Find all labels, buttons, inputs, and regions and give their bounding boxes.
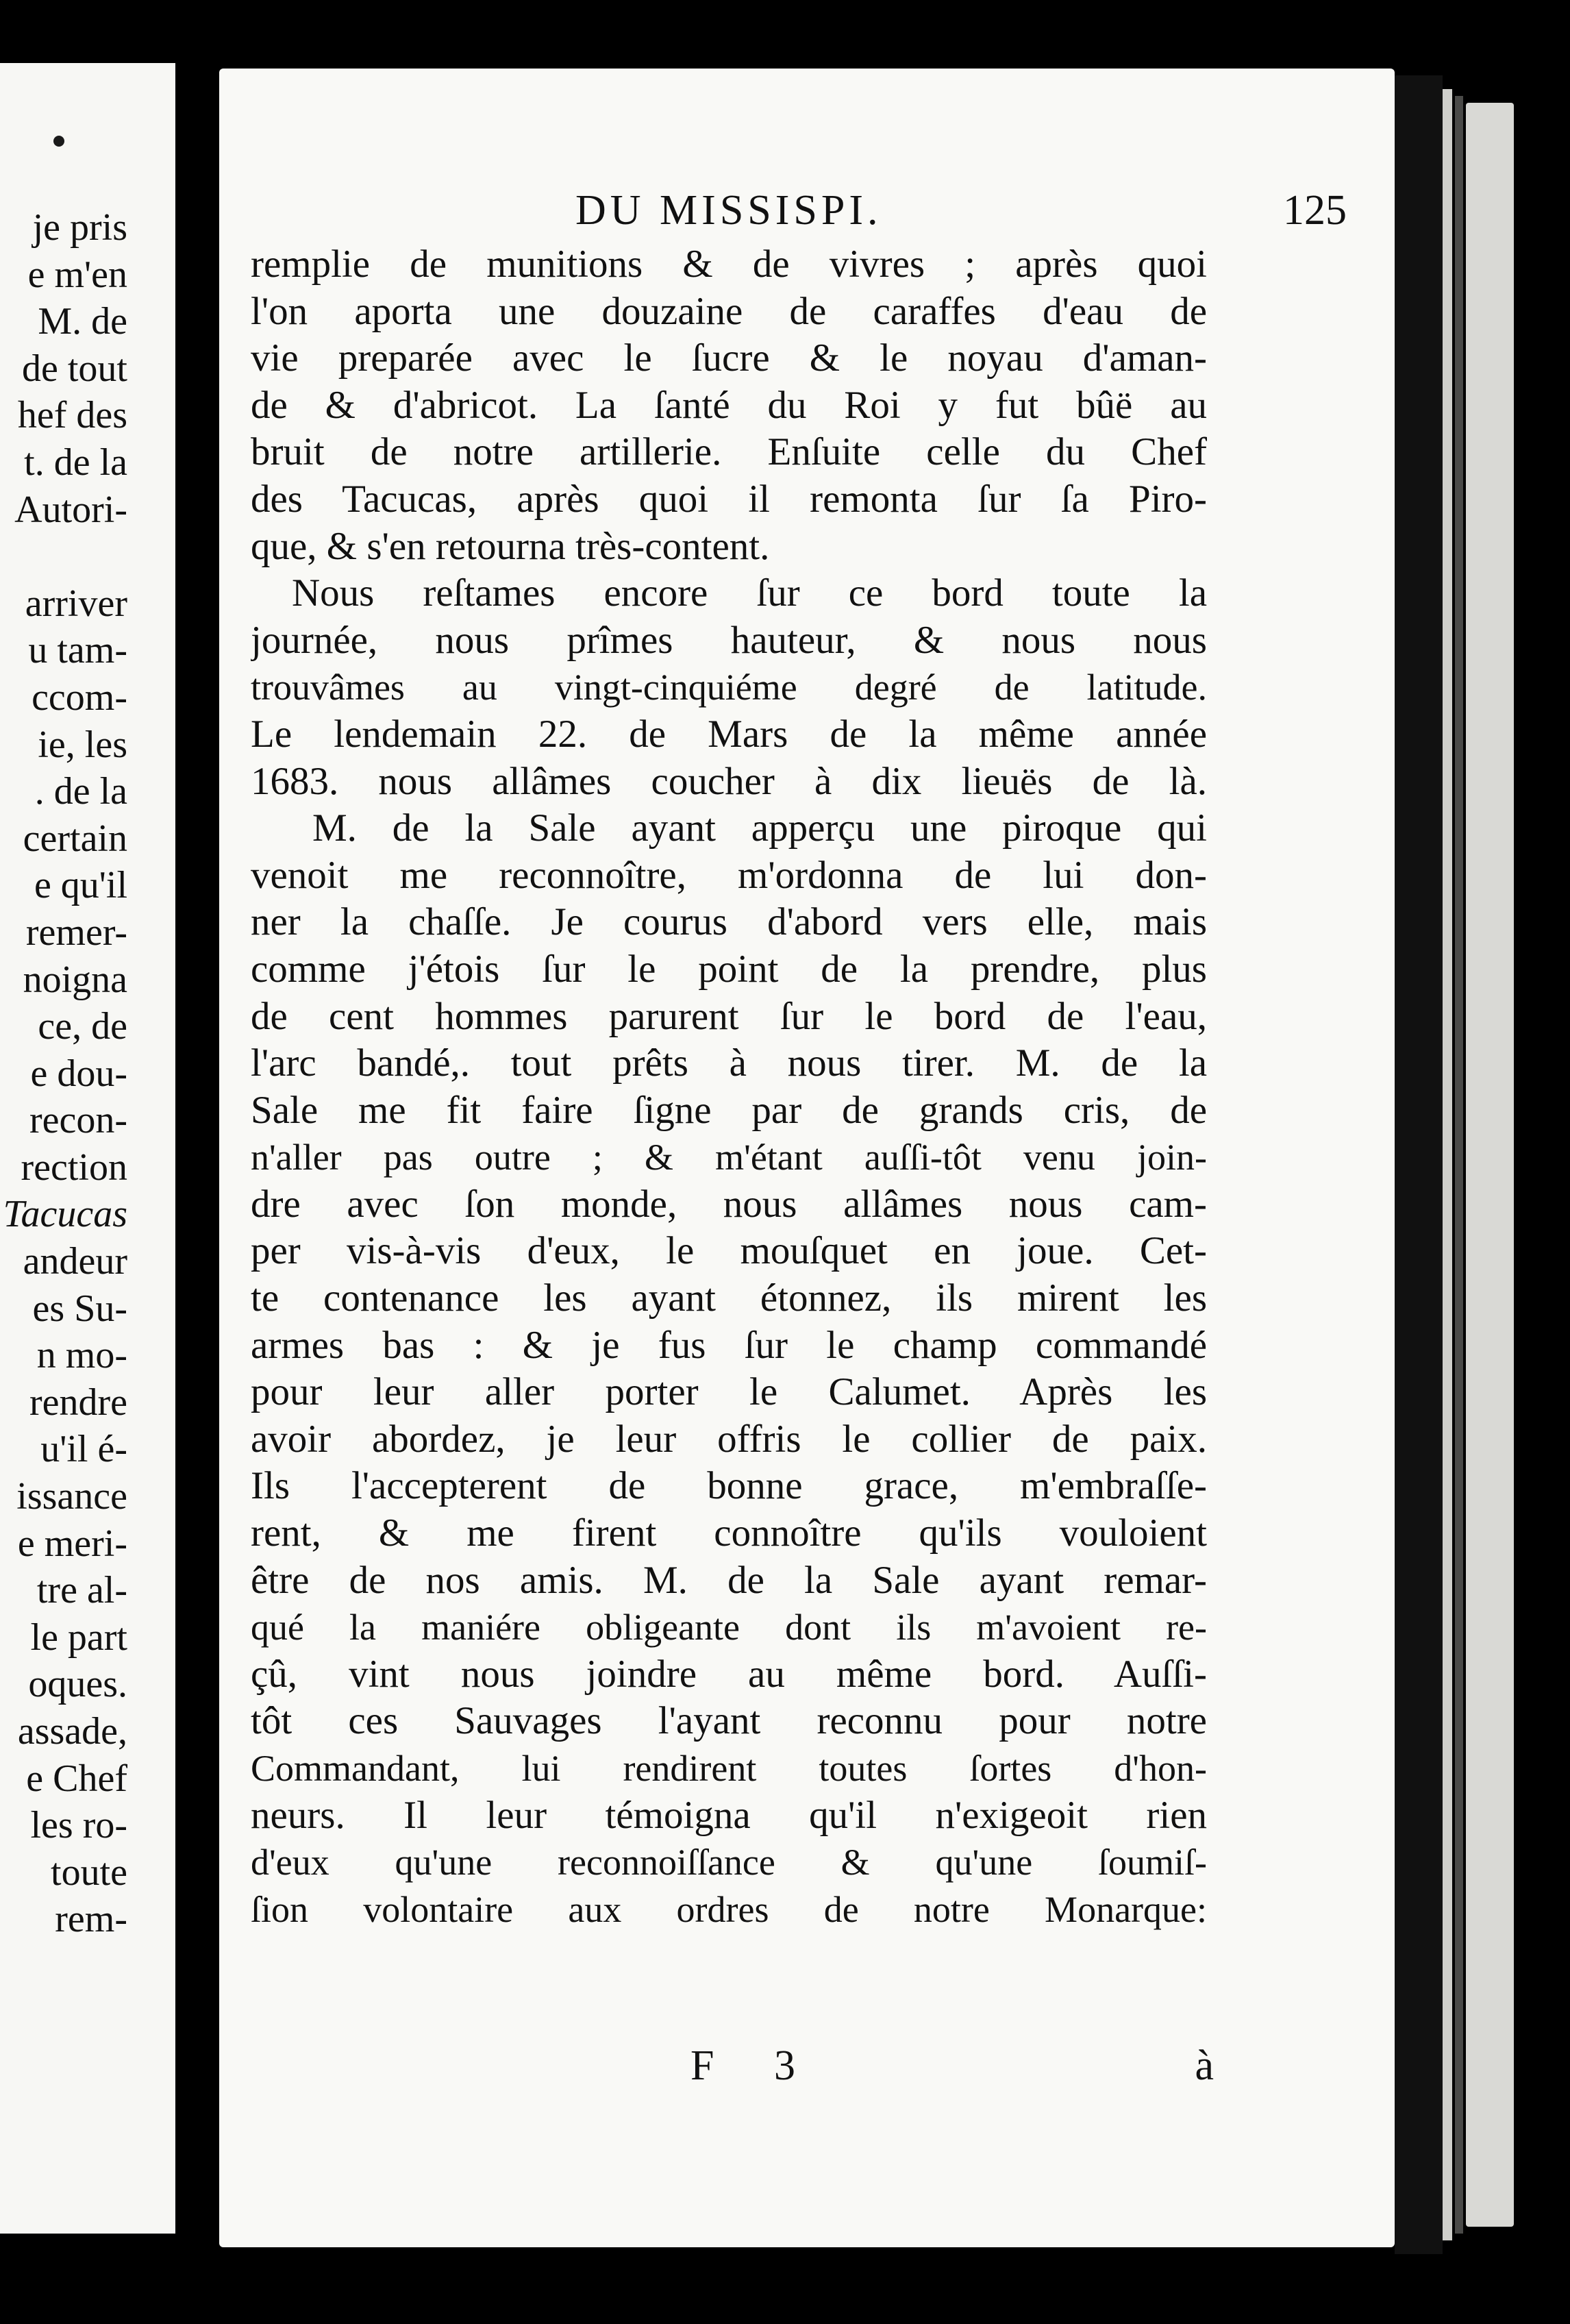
book-gutter (175, 41, 216, 2302)
text-line: Ils l'accepterent de bonne grace, m'embraſſe- (251, 1464, 1207, 1508)
text-line: tre al- (36, 1569, 127, 1612)
paragraph-start-line: Nous reſtames encore ſur ce bord toute la (292, 571, 1207, 615)
text-line: oques. (28, 1663, 127, 1706)
text-line: je pris (32, 206, 127, 249)
text-line: u'il é- (40, 1428, 127, 1471)
text-line: hef des (17, 394, 127, 437)
page-number: 125 (1283, 187, 1347, 234)
text-line: recon- (29, 1099, 127, 1142)
text-line: de & d'abricot. La ſanté du Roi y fut bûë au (251, 383, 1207, 427)
text-line: remer- (25, 911, 127, 954)
previous-page (0, 63, 193, 2234)
text-line: n mo- (36, 1334, 127, 1377)
text-line: qué la maniére obligeante dont ils m'avoient re- (251, 1607, 1207, 1648)
text-line: andeur (23, 1240, 127, 1283)
book-page (219, 69, 1395, 2247)
text-line: M. de (38, 300, 127, 343)
text-line: ce, de (38, 1005, 127, 1048)
text-line: avoir abordez, je leur offris le collier de paix. (251, 1417, 1207, 1461)
text-line: noigna (23, 958, 127, 1001)
text-line: le part (30, 1616, 127, 1659)
text-line: les ro- (30, 1804, 127, 1847)
ink-dot (53, 136, 64, 147)
page-footer (219, 2042, 1395, 2097)
text-line: tôt ces Sauvages l'ayant reconnu pour notre (251, 1699, 1207, 1743)
text-line: e Chef (26, 1757, 127, 1800)
text-line: e dou- (30, 1052, 127, 1095)
signature-mark: F 3 (690, 2042, 820, 2089)
text-line: de cent hommes parurent ſur le bord de l'eau, (251, 994, 1207, 1038)
text-line: u tam- (28, 629, 127, 672)
text-line: de tout (22, 347, 127, 390)
text-line: es Su- (32, 1287, 127, 1330)
text-line: être de nos amis. M. de la Sale ayant remar- (251, 1558, 1207, 1602)
text-line: rection (21, 1146, 127, 1189)
running-title: DU MISSISPI. (575, 187, 882, 234)
text-line: ie, les (38, 723, 127, 766)
text-line: remplie de munitions & de vivres ; après quoi (251, 243, 1207, 286)
running-head (219, 186, 1395, 241)
text-line: te contenance les ayant étonnez, ils mirent les (251, 1276, 1207, 1320)
text-line: arriver (25, 582, 127, 625)
paragraph-start-line: M. de la Sale ayant apperçu une piroque qui (312, 806, 1207, 850)
text-line: journée, nous prîmes hauteur, & nous nous (251, 618, 1207, 662)
page-edge-leaf (1443, 89, 1452, 2240)
page-edge-leaf (1455, 96, 1463, 2234)
text-line: 1683. nous allâmes coucher à dix lieuës de là. (251, 759, 1207, 803)
text-line: e qu'il (34, 864, 127, 907)
text-line: rem- (55, 1898, 127, 1941)
text-line: l'on aporta une douzaine de caraffes d'eau de (251, 289, 1207, 333)
page-edge-leaf (1466, 103, 1514, 2227)
text-line: per vis-à-vis d'eux, le mouſquet en joue. Cet- (251, 1229, 1207, 1273)
text-line: l'arc bandé,. tout prêts à nous tirer. M. de la (251, 1041, 1207, 1085)
text-line: t. de la (24, 441, 127, 484)
text-line: rendre (29, 1381, 127, 1424)
text-line: e m'en (27, 253, 127, 296)
text-line: certain (23, 817, 127, 860)
text-line: rent, & me firent connoître qu'ils vouloient (251, 1511, 1207, 1555)
text-line: Autori- (14, 488, 127, 531)
catchword: à (1195, 2042, 1214, 2089)
text-line: Tacucas (3, 1193, 127, 1236)
text-line: vie preparée avec le ſucre & le noyau d'aman- (251, 336, 1207, 380)
previous-page-text (0, 204, 127, 1943)
text-line: venoit me reconnoître, m'ordonna de lui don- (251, 853, 1207, 897)
text-line: e meri- (17, 1522, 127, 1565)
text-line: que, & s'en retourna très-content. (251, 524, 770, 568)
text-line: ſion volontaire aux ordres de notre Monarque: (251, 1888, 1207, 1930)
text-line: des Tacucas, après quoi il remonta ſur ſa Piro- (251, 477, 1207, 521)
text-line: trouvâmes au vingt-cinquiéme degré de latitude. (251, 667, 1207, 708)
text-line: toute (51, 1851, 127, 1894)
text-line: neurs. Il leur témoigna qu'il n'exigeoit rien (251, 1793, 1207, 1837)
text-line (0, 533, 127, 580)
text-line: ccom- (32, 676, 127, 719)
text-line: d'eux qu'une reconnoiſſance & qu'une ſoumiſ- (251, 1842, 1207, 1883)
text-line: çû, vint nous joindre au même bord. Auſſi- (251, 1652, 1207, 1696)
text-line: assade, (17, 1710, 127, 1753)
text-line: ner la chaſſe. Je courus d'abord vers elle, mais (251, 900, 1207, 944)
text-line: dre avec ſon monde, nous allâmes nous cam- (251, 1182, 1207, 1226)
text-line: . de la (34, 770, 127, 813)
page-body (251, 241, 1207, 1933)
text-line: armes bas : & je fus ſur le champ commandé (251, 1323, 1207, 1367)
text-line: Commandant, lui rendirent toutes ſortes d'hon- (251, 1748, 1207, 1789)
text-line: pour leur aller porter le Calumet. Après les (251, 1370, 1207, 1414)
text-line: comme j'étois ſur le point de la prendre, plus (251, 947, 1207, 991)
text-line: bruit de notre artillerie. Enſuite celle du Chef (251, 430, 1207, 474)
text-line: Sale me fit faire ſigne par de grands cris, de (251, 1088, 1207, 1132)
page-edge-shadow (1395, 75, 1443, 2254)
text-line: Le lendemain 22. de Mars de la même année (251, 712, 1207, 756)
text-line: issance (16, 1475, 127, 1518)
text-line: n'aller pas outre ; & m'étant auſſi-tôt venu join- (251, 1137, 1207, 1178)
